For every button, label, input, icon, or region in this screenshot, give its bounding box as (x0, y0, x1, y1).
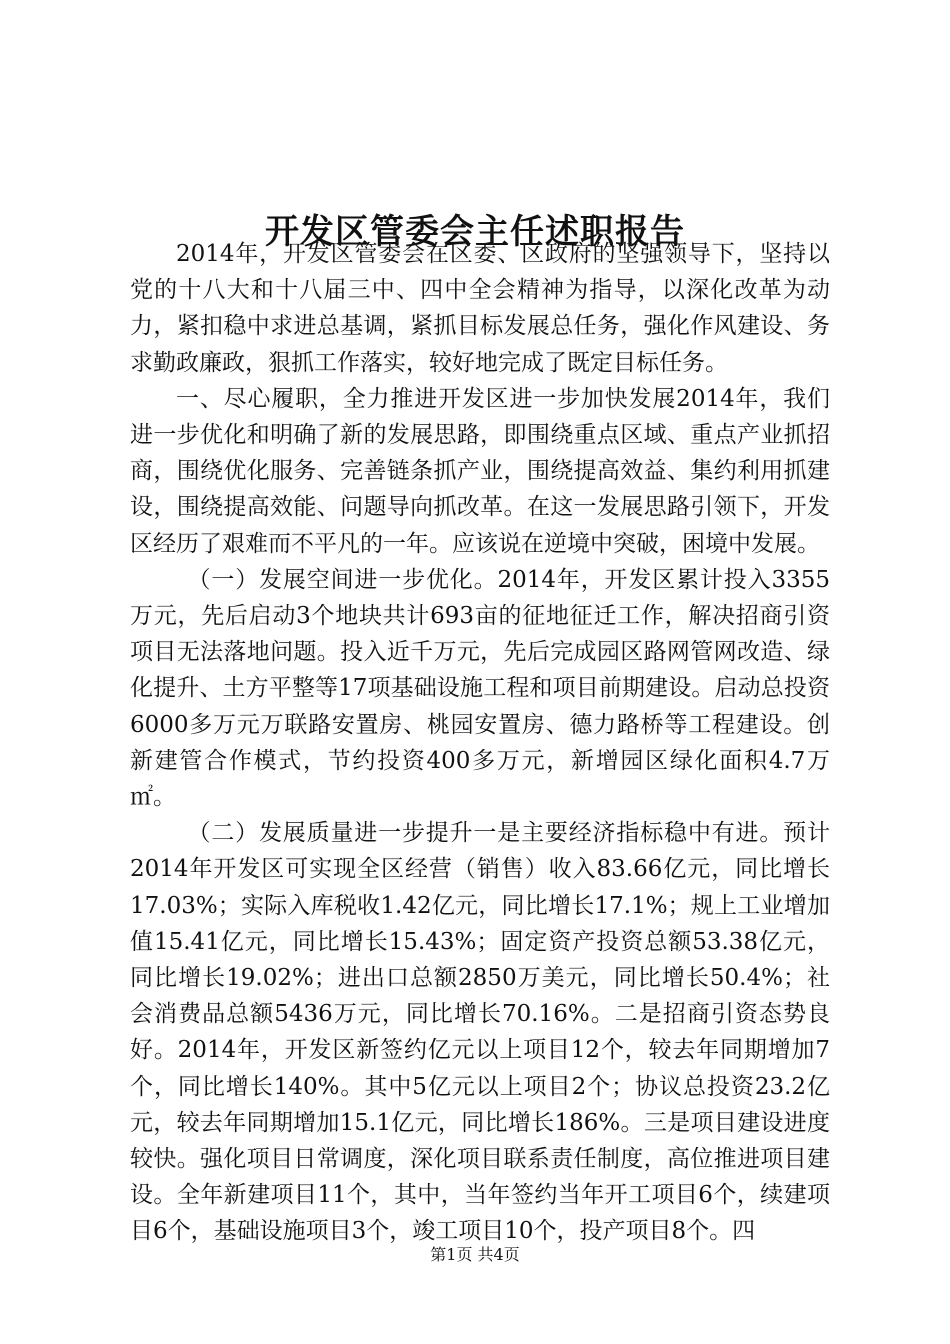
paragraph-subsection-two: （二）发展质量进一步提升一是主要经济指标稳中有进。预计2014年开发区可实现全区经营（销售）收入83.66亿元，同比增长17.03%；实际入库税收1.42亿元，同比增长17.1%；规上工业增加值15.41亿元，同比增长15.43%；固定资产投资总额53.38亿元，同比增长19.02%；进出口总额2850万美元，同比增长50.4%；社会消费品总额5436万元，同比增长70.16%。二是招商引资态势良好。2014年，开发区新签约亿元以上项目12个，较去年同期增加7个，同比增长140%。其中5亿元以上项目2个；协议总投资23.2亿元，较去年同期增加15.1亿元，同比增长186%。三是项目建设进度较快。强化项目日常调度，深化项目联系责任制度，高位推进项目建设。全年新建项目11个，其中，当年签约当年开工项目6个，续建项目6个，基础设施项目3个，竣工项目10个，投产项目8个。四 (130, 820, 830, 1245)
page-footer: 第1页 共4页 (430, 1245, 520, 1264)
document-body (130, 236, 830, 1250)
paragraph-subsection-one: （一）发展空间进一步优化。2014年，开发区累计投入3355万元，先后启动3个地块共计693亩的征地征迁工作，解决招商引资项目无法落地问题。投入近千万元，先后完成园区路网管网改造、绿化提升、土方平整等17项基础设施工程和项目前期建设。启动总投资6000多万元万联路安置房、桃园安置房、德力路桥等工程建设。创新建管合作模式，节约投资400多万元，新增园区绿化面积4.7万㎡。 (130, 566, 830, 811)
paragraph-intro: 2014年，开发区管委会在区委、区政府的坚强领导下，坚持以党的十八大和十八届三中、四中全会精神为指导，以深化改革为动力，紧扣稳中求进总基调，紧抓目标发展总任务，强化作风建设、务求勤政廉政，狠抓工作落实，较好地完成了既定目标任务。 (130, 241, 830, 376)
paragraph-section-one: 一、尽心履职，全力推进开发区进一步加快发展2014年，我们进一步优化和明确了新的发展思路，即围绕重点区域、重点产业抓招商，围绕优化服务、完善链条抓产业，围绕提高效益、集约利用抓建设，围绕提高效能、问题导向抓改革。在这一发展思路引领下，开发区经历了艰难而不平凡的一年。应该说在逆境中突破，困境中发展。 (130, 385, 830, 557)
document-title: 开发区管委会主任述职报告 (265, 211, 685, 252)
